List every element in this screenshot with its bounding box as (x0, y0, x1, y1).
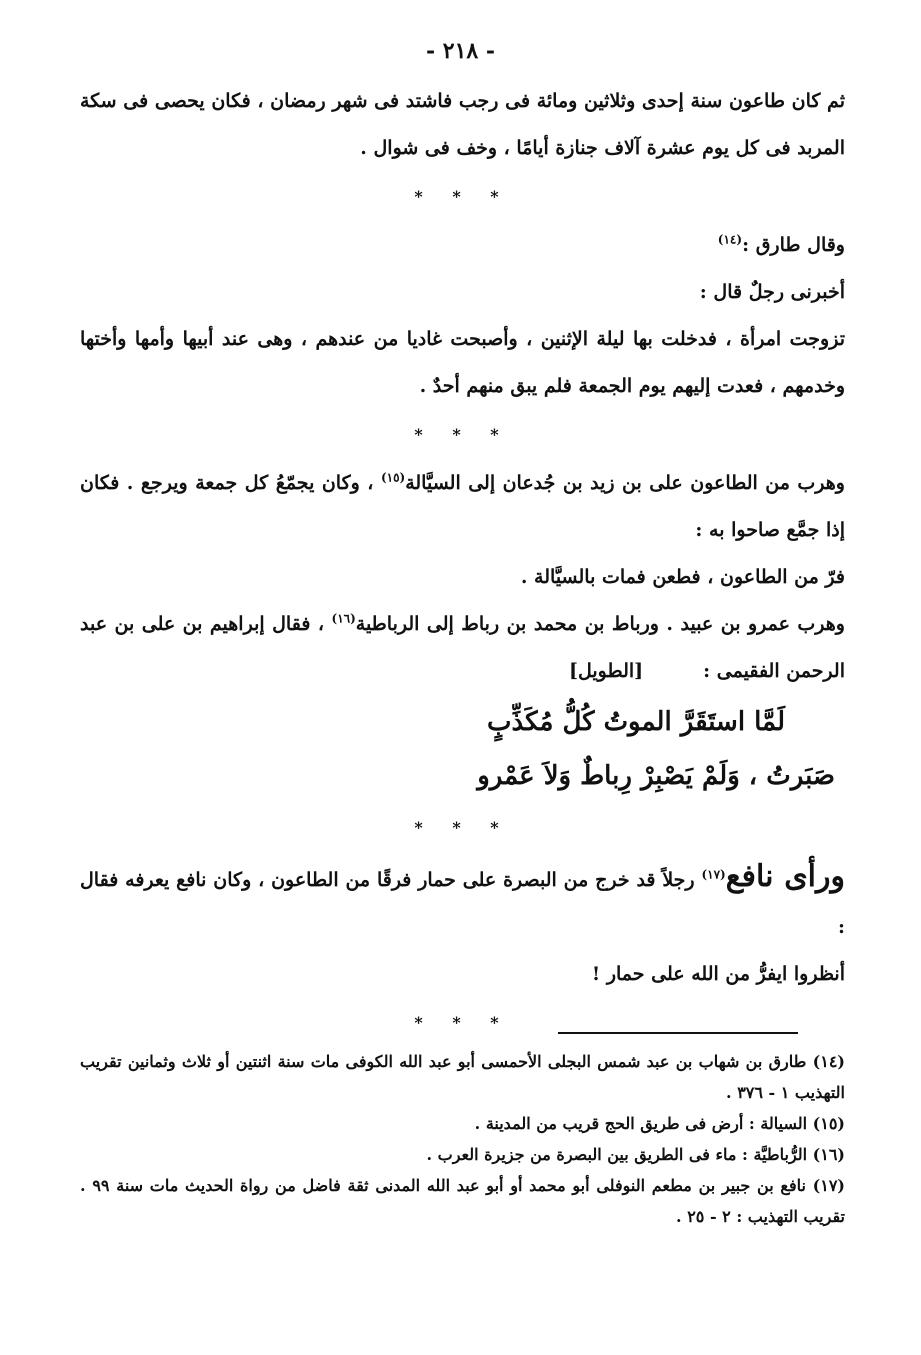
paragraph-amr-flees-part1: وهرب عمرو بن عبيد . ورباط بن محمد بن رباط إلى الرباطية (355, 613, 845, 635)
footnotes (80, 1046, 845, 1232)
section-separator: * * * (414, 818, 511, 837)
quote-line: أنظروا ايفرُّ من الله على حمار ! (591, 963, 845, 985)
paragraph-ali-flees-part1: وهرب من الطاعون على بن زيد بن جُدعان إلى السيَّالة (405, 472, 845, 494)
verse-line-2: صَبَرتُ ، وَلَمْ يَصْبِرْ رِباطٌ وَلاَ عَمْرو (477, 761, 835, 791)
paragraph-nafi-rest: رجلاً قد خرج من البصرة على حمار فرقًا من الطاعون ، وكان نافع يعرفه فقال : (80, 869, 845, 938)
section-separator: * * * (414, 1013, 511, 1032)
footnote-ref-17: (١٧) (701, 867, 726, 882)
footnote-14: (١٤) طارق بن شهاب بن عبد شمس البجلى الأحمسى أبو عبد الله الكوفى مات سنة اثنتين أو ثلاث وثمانين تقريب التهذيب ١ - ٣٧٦ . (80, 1052, 845, 1102)
footnote-17: (١٧) نافع بن جبير بن مطعم النوفلى أبو محمد أو أبو عبد الله المدنى ثقة فاضل من رواة الحديث مات سنة ٩٩ . تقريب التهذيب : ٢ - ٢٥ . (80, 1176, 845, 1226)
paragraph-nafi (80, 853, 845, 951)
tariq-intro (80, 222, 845, 269)
footnote-ref-15: (١٥) (380, 470, 406, 485)
section-separator: * * * (414, 425, 511, 444)
poetic-meter-label: [الطويل] (569, 660, 644, 682)
informant-line: أخبرنى رجلٌ قال : (699, 281, 845, 303)
section-separator: * * * (414, 187, 511, 206)
tariq-intro-text: وقال طارق : (742, 234, 845, 256)
main-text (80, 78, 845, 1048)
footnote-ref-14: (١٤) (717, 232, 743, 247)
paragraph-marriage: تزوجت امرأة ، فدخلت بها ليلة الإثنين ، وأصبحت غاديا من عندهم ، وهى عند أبيها وأمها وأختها وخدمهم ، فعدت إليهم يوم الجمعة فلم يبق منهم أحدٌ . (80, 328, 845, 397)
footnote-16: (١٦) الرُّباطيَّة : ماء فى الطريق بين البصرة من جزيرة العرب . (426, 1145, 845, 1164)
footnote-divider (558, 1032, 798, 1034)
paragraph-ali-flees-part2: ، وكان يجمّعُ كل جمعة ويرجع . فكان إذا جمَّع صاحوا به : (80, 472, 845, 541)
shout-line: فرّ من الطاعون ، فطعن فمات بالسيَّالة . (520, 566, 845, 588)
paragraph-nafi-lead: ورأى نافع (725, 859, 845, 894)
page-number: - ٢١٨ - (425, 38, 496, 64)
footnote-ref-16: (١٦) (331, 611, 356, 626)
footnote-15: (١٥) السيالة : أرض فى طريق الحج قريب من المدينة . (474, 1114, 845, 1133)
paragraph-amr-flees-part2: ، فقال إبراهيم بن على بن عبد الرحمن الفقيمى : (80, 613, 845, 682)
paragraph-ali-flees (80, 460, 845, 554)
paragraph-amr-flees (80, 601, 845, 695)
verse-line-1: لَمَّا استَقَرَّ الموتُ كُلُّ مُكَذِّبٍ (487, 707, 785, 737)
paragraph-plague-131: ثم كان طاعون سنة إحدى وثلاثين ومائة فى رجب فاشتد فى شهر رمضان ، فكان يحصى فى سكة المربد فى كل يوم عشرة آلاف جنازة أيامًا ، وخف فى شوال . (80, 90, 845, 159)
